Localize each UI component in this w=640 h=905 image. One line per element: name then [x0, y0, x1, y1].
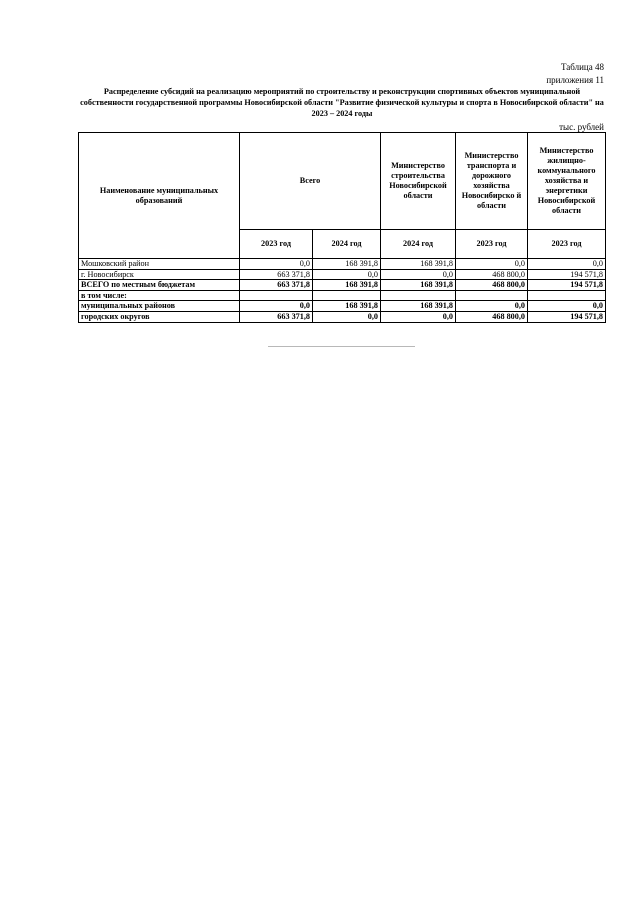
table-cell: 0,0: [240, 301, 313, 312]
table-cell: 468 800,0: [456, 280, 528, 291]
table-cell: [456, 290, 528, 301]
table-cell: 0,0: [456, 301, 528, 312]
table-row: [79, 259, 606, 270]
col-header-total: Всего: [240, 133, 381, 230]
document-title: Распределение субсидий на реализацию мероприятий по строительству и реконструкции спортивных объектов муниципальной собственности государственной программы Новосибирской области "Развитие физической культуры и спорта в Новосибирской области" на 2023 – 2024 годы: [80, 87, 604, 118]
year-header: 2024 год: [381, 230, 456, 259]
year-header: 2023 год: [456, 230, 528, 259]
table-row: [79, 301, 606, 312]
table-cell: 194 571,8: [528, 269, 606, 280]
appendix-label: приложения 11: [546, 75, 604, 85]
table-cell: [528, 290, 606, 301]
table-cell: [240, 290, 313, 301]
table-cell: [381, 290, 456, 301]
row-name: в том числе:: [79, 290, 240, 301]
table-cell: 0,0: [528, 301, 606, 312]
table-cell: 0,0: [528, 259, 606, 270]
table-cell: 468 800,0: [456, 269, 528, 280]
table-cell: 0,0: [240, 259, 313, 270]
col-header-ministry-transport: Министерство транспорта и дорожного хозяйства Новосибирско й области: [456, 133, 528, 230]
row-name: г. Новосибирск: [79, 269, 240, 280]
row-name: ВСЕГО по местным бюджетам: [79, 280, 240, 291]
table-row: [79, 269, 606, 280]
year-header: 2023 год: [240, 230, 313, 259]
table-cell: 168 391,8: [313, 280, 381, 291]
table-cell: 194 571,8: [528, 280, 606, 291]
table-cell: 168 391,8: [313, 259, 381, 270]
table-number-label: Таблица 48: [561, 62, 604, 72]
table-cell: 0,0: [381, 269, 456, 280]
table-cell: 663 371,8: [240, 280, 313, 291]
table-cell: 0,0: [381, 311, 456, 322]
table-cell: 168 391,8: [381, 259, 456, 270]
row-name: городских округов: [79, 311, 240, 322]
table-cell: 168 391,8: [313, 301, 381, 312]
table-row-subheading: [79, 290, 606, 301]
units-label: тыс. рублей: [559, 122, 604, 132]
row-name: Мошковский район: [79, 259, 240, 270]
table-cell: 663 371,8: [240, 311, 313, 322]
col-header-ministry-housing: Министерство жилищно-коммунального хозяйства и энергетики Новосибирской области: [528, 133, 606, 230]
table-cell: [313, 290, 381, 301]
table-cell: 0,0: [313, 269, 381, 280]
col-header-ministry-construction: Министерство строительства Новосибирской области: [381, 133, 456, 230]
table-row-total: [79, 280, 606, 291]
table-cell: 194 571,8: [528, 311, 606, 322]
year-header: 2024 год: [313, 230, 381, 259]
table-cell: 0,0: [313, 311, 381, 322]
table-cell: 0,0: [456, 259, 528, 270]
table-cell: 663 371,8: [240, 269, 313, 280]
table-cell: 168 391,8: [381, 301, 456, 312]
table-row: [79, 311, 606, 322]
col-header-name: Наименование муниципальных образований: [79, 133, 240, 259]
year-header: 2023 год: [528, 230, 606, 259]
subsidy-table: [78, 132, 606, 323]
row-name: муниципальных районов: [79, 301, 240, 312]
table-cell: 468 800,0: [456, 311, 528, 322]
table-cell: 168 391,8: [381, 280, 456, 291]
separator-line: [268, 346, 415, 347]
header-row: [79, 133, 606, 230]
